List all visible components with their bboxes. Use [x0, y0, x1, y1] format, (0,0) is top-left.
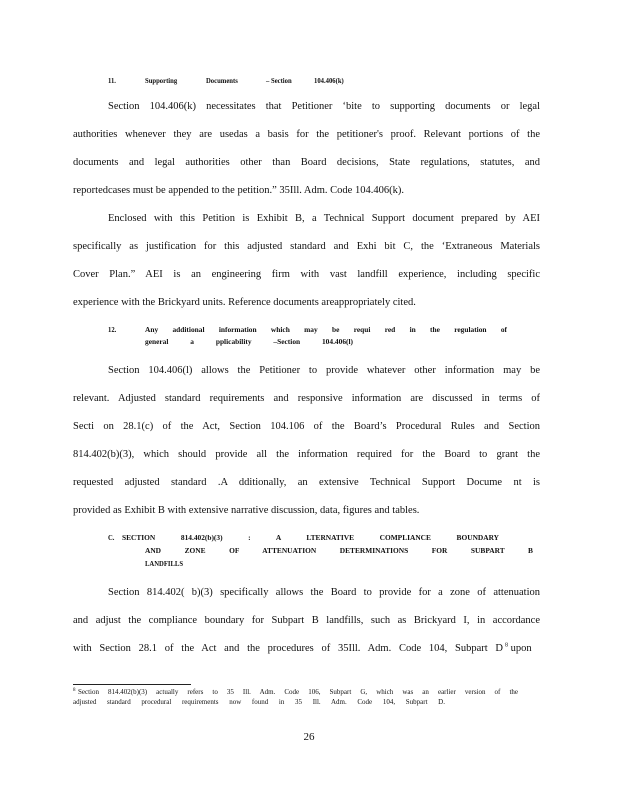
heading-12-line-2: general a pplicability –Section 104.406(l) [145, 337, 353, 346]
footnote-line-2: adjusted standard procedural requirements now found in 35 Ill. Adm. Code 104, Subpart D. [73, 698, 445, 706]
heading-11-word-1: Supporting [145, 76, 178, 85]
paragraph-3-line-5: requested adjusted standard .A dditionally, an extensive Technical Support Docume nt is [73, 477, 540, 488]
paragraph-1-line-1: Section 104.406(k) necessitates that Petitioner ‘bite to supporting documents or legal [108, 101, 540, 112]
footnote-line-1: Section 814.402(b)(3) actually refers to 35 Ill. Adm. Code 106, Subpart G, which was an earlier version of the [78, 688, 518, 696]
paragraph-2-line-4: experience with the Brickyard units. Reference documents areappropriately cited. [73, 297, 416, 308]
heading-11-word-3: – Section [266, 76, 292, 85]
heading-11-number: 11. [108, 76, 116, 85]
footnote-ref-8[interactable]: 8 [505, 642, 508, 649]
heading-11-word-4: 104.406(k) [314, 76, 344, 85]
paragraph-3-line-4: 814.402(b)(3), which should provide all the information required for the Board to grant the [73, 449, 540, 460]
paragraph-2-line-2: specifically as justification for this adjusted standard and Exhi bit C, the ‘Extraneous Materials [73, 241, 540, 252]
heading-c-letter: C. [108, 533, 115, 542]
paragraph-4-line-2: and adjust the compliance boundary for Subpart B landfills, such as Brickyard I, in accordance [73, 615, 540, 626]
paragraph-1-line-4: reportedcases must be appended to the petition.” 35Ill. Adm. Code 104.406(k). [73, 185, 404, 196]
paragraph-1-line-2: authorities whenever they are usedas a basis for the petitioner's proof. Relevant portions of the [73, 129, 540, 140]
heading-c-line-3: LANDFILLS [145, 559, 184, 568]
heading-11-word-2: Documents [206, 76, 238, 85]
paragraph-3-line-3: Secti on 28.1(c) of the Act, Section 104.106 of the Board’s Procedural Rules and Section [73, 421, 540, 432]
paragraph-2-line-1: Enclosed with this Petition is Exhibit B, a Technical Support document prepared by AEI [108, 213, 540, 224]
heading-c-line-1: SECTION 814.402(b)(3) : A LTERNATIVE COMPLIANCE BOUNDARY [122, 533, 499, 542]
paragraph-3-line-2: relevant. Adjusted standard requirements and responsive information are discussed in terms of [73, 393, 540, 404]
footnote-divider [73, 684, 191, 685]
page-number: 26 [303, 731, 315, 743]
heading-12-line-1: Any additional information which may be requi red in the regulation of [145, 325, 507, 334]
heading-c-line-2: AND ZONE OF ATTENUATION DETERMINATIONS FOR SUBPART B [145, 546, 533, 555]
paragraph-4-tail-word: upon [510, 643, 532, 654]
footnote-marker: 8 [73, 688, 76, 693]
paragraph-3-line-1: Section 104.406(l) allows the Petitioner to provide whatever other information may be [108, 365, 540, 376]
paragraph-4-tail [505, 642, 532, 655]
paragraph-1-line-3: documents and legal authorities other than Board decisions, State regulations, statutes, and [73, 157, 540, 168]
paragraph-4-line-1: Section 814.402( b)(3) specifically allows the Board to provide for a zone of attenuation [108, 587, 540, 598]
paragraph-2-line-3: Cover Plan.” AEI is an engineering firm with vast landfill experience, including specific [73, 269, 540, 280]
paragraph-4-line-3: with Section 28.1 of the Act and the procedures of 35Ill. Adm. Code 104, Subpart D [73, 643, 503, 654]
heading-12-number: 12. [108, 325, 117, 334]
paragraph-3-line-6: provided as Exhibit B with extensive narrative discussion, data, figures and tables. [73, 505, 420, 516]
